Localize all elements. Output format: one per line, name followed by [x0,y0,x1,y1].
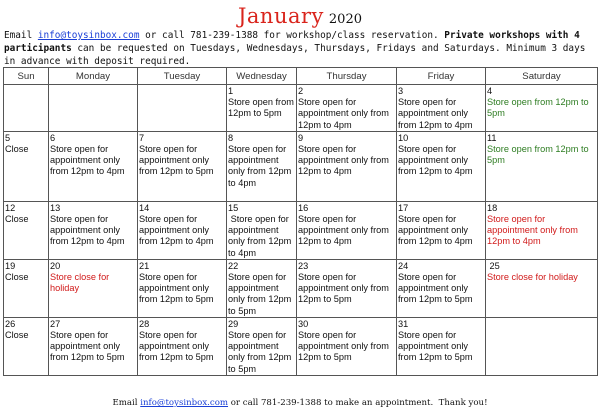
day-number: 11 [487,132,497,143]
day-cell [138,201,227,259]
weekday-header: Monday [49,68,138,85]
intro-bold-text: Private workshops with 4 participants [4,30,580,54]
day-cell [4,85,49,132]
day-number: 1 [228,86,234,96]
footer-text-2: or call 781-239-1388 to make an appointment. Thank you! [228,398,488,408]
day-number: 14 [139,202,150,213]
day-cell [397,259,486,317]
day-note: Store open for appointment only from 12pm to 4pm [139,214,214,247]
day-cell [397,131,486,201]
day-cell [297,317,397,375]
day-note: Store open for appointment only from 12pm to 4pm [228,214,294,258]
day-cell [297,131,397,201]
day-number: 7 [139,132,145,143]
day-note: Store open from 12pm to 5pm [228,97,294,119]
day-number: 10 [398,132,409,143]
week-row [4,131,598,201]
day-note: Store open for appointment only from 12pm to 5pm [228,272,292,316]
day-note: Store open for appointment only from 12pm to 5pm [139,144,214,177]
calendar-table [3,67,598,376]
day-cell [397,201,486,259]
day-note: Store open for appointment only from 12pm to 4pm [228,144,292,188]
day-note: Store open for appointment only from 12pm to 5pm [228,330,292,374]
day-number: 30 [298,318,309,329]
day-number: 20 [50,260,61,271]
day-note: Store open for appointment only from 12pm to 4pm [298,144,389,177]
day-cell [486,317,598,375]
day-cell [227,317,297,375]
day-note: Store open from 12pm to 5pm [487,97,589,119]
week-row [4,317,598,375]
day-cell [297,259,397,317]
day-number: 21 [139,260,150,271]
day-number: 29 [228,318,239,329]
day-cell [4,131,49,201]
weekday-header: Friday [397,68,486,85]
week-row [4,259,598,317]
day-note: Store open for appointment only from 12pm to 4pm [398,144,473,177]
day-number: 8 [228,132,234,143]
day-number: 24 [398,260,409,271]
day-cell [138,85,227,132]
day-number: 9 [298,132,304,143]
day-note: Store open for appointment only from 12pm to 5pm [139,272,214,305]
day-number: 15 [228,202,239,213]
day-cell [4,201,49,259]
day-number: 19 [5,260,16,271]
day-cell [297,201,397,259]
day-cell [4,317,49,375]
day-number: 31 [398,318,409,329]
day-cell [227,201,297,259]
intro-email-link[interactable]: info@toysinbox.com [37,30,140,41]
day-cell [4,259,49,317]
day-number: 13 [50,202,61,213]
day-note: Store open for appointment only from 12pm to 5pm [50,330,125,363]
day-note: Store open for appointment only from 12pm to 5pm [398,272,473,305]
day-cell [49,201,138,259]
day-number: 4 [487,86,493,96]
weekday-header-row [4,68,598,85]
day-number: 26 [5,318,16,329]
day-cell [486,131,598,201]
week-row [4,201,598,259]
day-note: Store open for appointment only from 12pm to 5pm [398,330,473,363]
day-cell [397,317,486,375]
day-note: Store open for appointment only from 12pm to 5pm [139,330,214,363]
day-note: Close [5,272,29,283]
day-note: Store open for appointment only from 12pm to 5pm [298,272,389,305]
day-cell [486,201,598,259]
day-cell [138,317,227,375]
footer-email-link[interactable]: info@toysinbox.com [140,398,229,408]
year: 2020 [328,12,362,27]
day-note: Store open for appointment only from 12pm to 4pm [50,144,125,177]
intro-paragraph [4,30,598,68]
day-number: 28 [139,318,150,329]
day-cell [138,131,227,201]
weekday-header: Tuesday [138,68,227,85]
weekday-header: Wednesday [227,68,297,85]
month-name: January [237,4,324,28]
day-note: Store close for holiday [50,272,110,294]
day-note: Store open for appointment only from 12pm to 4pm [298,97,389,130]
day-note: Store open for appointment only from 12pm to 5pm [298,330,389,363]
day-number: 5 [5,132,11,143]
intro-text-1: Email [4,30,38,41]
day-cell [138,259,227,317]
day-note: Store open for appointment only from 12pm to 4pm [298,214,389,247]
day-cell [49,85,138,132]
intro-text-2: or call 781-239-1388 for workshop/class reservation. [139,30,445,41]
footer-text-1: Email [112,398,141,408]
day-note: Store open for appointment only from 12pm to 4pm [398,97,473,130]
day-number: 17 [398,202,409,213]
day-cell [297,85,397,132]
day-cell [49,131,138,201]
calendar-title [0,4,600,28]
day-cell [227,85,297,132]
day-number: 12 [5,202,16,213]
day-note: Store open for appointment only from 12pm to 4pm [487,214,578,247]
day-cell [486,85,598,132]
footer-note [0,398,600,408]
day-number: 6 [50,132,56,143]
day-number: 22 [228,260,239,271]
day-cell [227,131,297,201]
day-number: 3 [398,86,404,96]
day-number: 23 [298,260,309,271]
day-cell [49,317,138,375]
day-number: 16 [298,202,309,213]
weekday-header: Sun [4,68,49,85]
day-number: 27 [50,318,61,329]
weekday-header: Saturday [486,68,598,85]
day-note: Store open for appointment only from 12pm to 4pm [50,214,125,247]
day-cell [486,259,598,317]
day-cell [397,85,486,132]
day-cell [49,259,138,317]
day-number: 25 [487,260,500,271]
day-number: 2 [298,86,304,96]
intro-text-3: can be requested on Tuesdays, Wednesdays, Thursdays, Fridays and Saturdays. Minimum 3 days in advance with deposit required. [4,42,586,67]
day-cell [227,259,297,317]
day-number: 18 [487,202,498,213]
day-note: Store open from 12pm to 5pm [487,144,589,166]
day-note: Close [5,144,29,155]
day-note: Close [5,330,29,341]
day-note: Store open for appointment only from 12pm to 4pm [398,214,473,247]
day-note: Store close for holiday [487,272,578,283]
weekday-header: Thursday [297,68,397,85]
day-note: Close [5,214,29,225]
week-row [4,85,598,132]
